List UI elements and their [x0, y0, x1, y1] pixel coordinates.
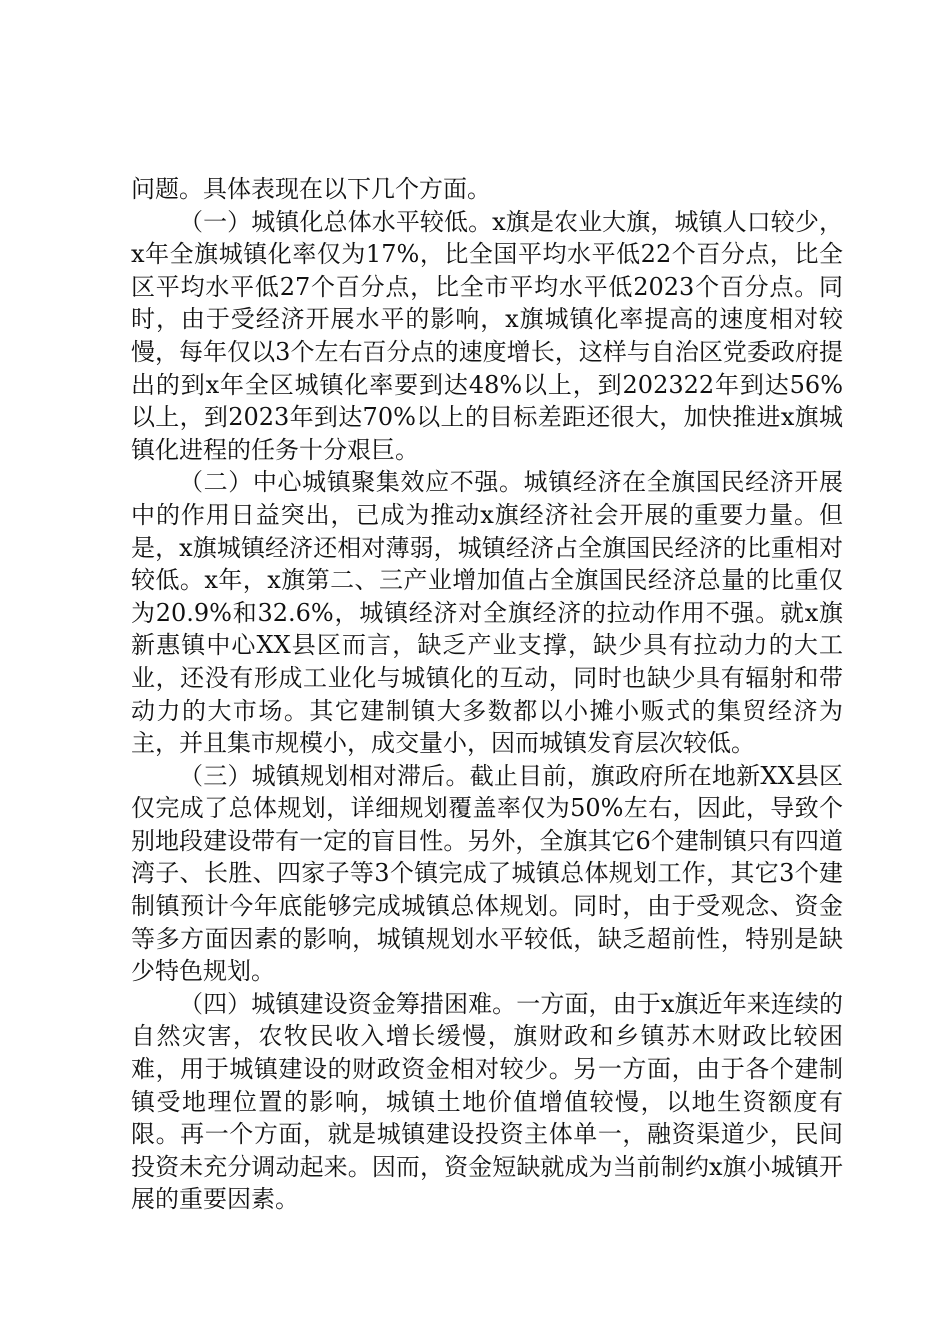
paragraph-intro: 问题。具体表现在以下几个方面。	[131, 175, 491, 203]
paragraph-section-3: （三）城镇规划相对滞后。截止目前，旗政府所在地新XX县区仅完成了总体规划，详细规划覆盖率仅为50%左右，因此，导致个别地段建设带有一定的盲目性。另外，全旗其它6个建制镇只有四道湾子、长胜、四家子等3个镇完成了城镇总体规划工作，其它3个建制镇预计今年底能够完成城镇总体规划。同时，由于受观念、资金等多方面因素的影响，城镇规划水平较低，缺乏超前性，特别是缺少特色规划。	[131, 761, 843, 986]
paragraph-section-1: （一）城镇化总体水平较低。x旗是农业大旗，城镇人口较少，x年全旗城镇化率仅为17%，比全国平均水平低22个百分点，比全区平均水平低27个百分点，比全市平均水平低2023个百分点。同时，由于受经济开展水平的影响，x旗城镇化率提高的速度相对较慢，每年仅以3个左右百分点的速度增长，这样与自治区党委政府提出的到x年全区城镇化率要到达48%以上，到202322年到达56%以上，到2023年到达70%以上的目标差距还很大，加快推进x旗城镇化进程的任务十分艰巨。	[131, 207, 843, 464]
paragraph-section-2: （二）中心城镇聚集效应不强。城镇经济在全旗国民经济开展中的作用日益突出，已成为推动x旗经济社会开展的重要力量。但是，x旗城镇经济还相对薄弱，城镇经济占全旗国民经济的比重相对较低。x年，x旗第二、三产业增加值占全旗国民经济总量的比重仅为20.9%和32.6%，城镇经济对全旗经济的拉动作用不强。就x旗新惠镇中心XX县区而言，缺乏产业支撑，缺少具有拉动力的大工业，还没有形成工业化与城镇化的互动，同时也缺少具有辐射和带动力的大市场。其它建制镇大多数都以小摊小贩式的集贸经济为主，并且集市规模小，成交量小，因而城镇发育层次较低。	[131, 468, 843, 758]
paragraph-section-4: （四）城镇建设资金筹措困难。一方面，由于x旗近年来连续的自然灾害，农牧民收入增长缓慢，旗财政和乡镇苏木财政比较困难，用于城镇建设的财政资金相对较少。另一方面，由于各个建制镇受地理位置的影响，城镇土地价值增值较慢，以地生资额度有限。再一个方面，就是城镇建设投资主体单一，融资渠道少，民间投资未充分调动起来。因而，资金短缺就成为当前制约x旗小城镇开展的重要因素。	[131, 989, 843, 1214]
document-body	[131, 173, 843, 1216]
